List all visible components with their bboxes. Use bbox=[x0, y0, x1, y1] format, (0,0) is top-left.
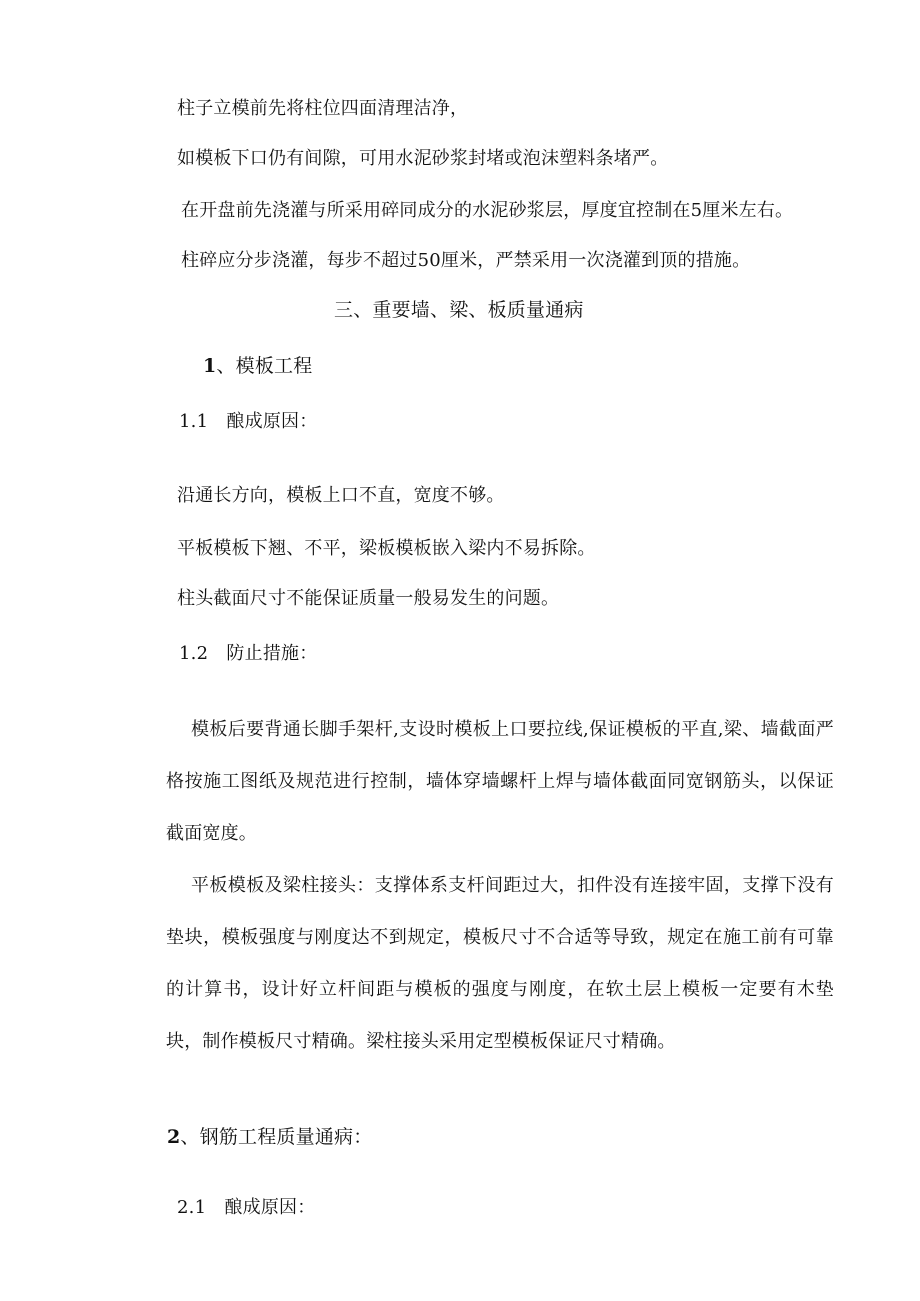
text-line: 柱子立模前先将柱位四面清理洁净， bbox=[177, 98, 469, 119]
heading-text: 、钢筋工程质量通病： bbox=[180, 1126, 373, 1148]
section-heading: 三、重要墙、梁、板质量通病 bbox=[334, 299, 584, 321]
subsection-heading bbox=[167, 1125, 372, 1149]
heading-text: 、模板工程 bbox=[216, 355, 313, 377]
text-line: 如模板下口仍有间隙，可用水泥砂浆封堵或泡沫塑料条堵严。 bbox=[177, 148, 669, 169]
text-line: 柱碎应分步浇灌，每步不超过50厘米，严禁采用一次浇灌到顶的措施。 bbox=[181, 250, 751, 271]
heading-number: 2 bbox=[167, 1126, 181, 1148]
paragraph-measures-2: 平板模板及梁柱接头：支撑体系支杆间距过大，扣件没有连接牢固，支撑下没有垫块，模板强度与刚度达不到规定，模板尺寸不合适等导致，规定在施工前有可靠的计算书，设计好立杆间距与模板的强度与刚度，在软土层上模板一定要有木垫块，制作模板尺寸精确。梁柱接头采用定型模板保证尺寸精确。 bbox=[166, 875, 834, 1052]
subsection-heading bbox=[203, 354, 312, 378]
text-line: 平板模板下翘、不平，梁板模板嵌入梁内不易拆除。 bbox=[177, 538, 596, 559]
subsection-label: 2.1 酿成原因： bbox=[177, 1197, 316, 1218]
text-line: 在开盘前先浇灌与所采用碎同成分的水泥砂浆层，厚度宜控制在5厘米左右。 bbox=[181, 200, 794, 221]
text-line: 沿通长方向，模板上口不直，宽度不够。 bbox=[177, 485, 505, 506]
subsection-label: 1.1 酿成原因： bbox=[179, 411, 318, 432]
heading-number: 1 bbox=[203, 355, 217, 377]
paragraph-measures-1: 模板后要背通长脚手架杆,支设时模板上口要拉线,保证模板的平直,梁、墙截面严格按施工图纸及规范进行控制，墙体穿墙螺杆上焊与墙体截面同宽钢筋头，以保证截面宽度。 bbox=[166, 719, 834, 844]
subsection-label: 1.2 防止措施： bbox=[179, 643, 318, 664]
text-line: 柱头截面尺寸不能保证质量一般易发生的问题。 bbox=[177, 588, 560, 609]
